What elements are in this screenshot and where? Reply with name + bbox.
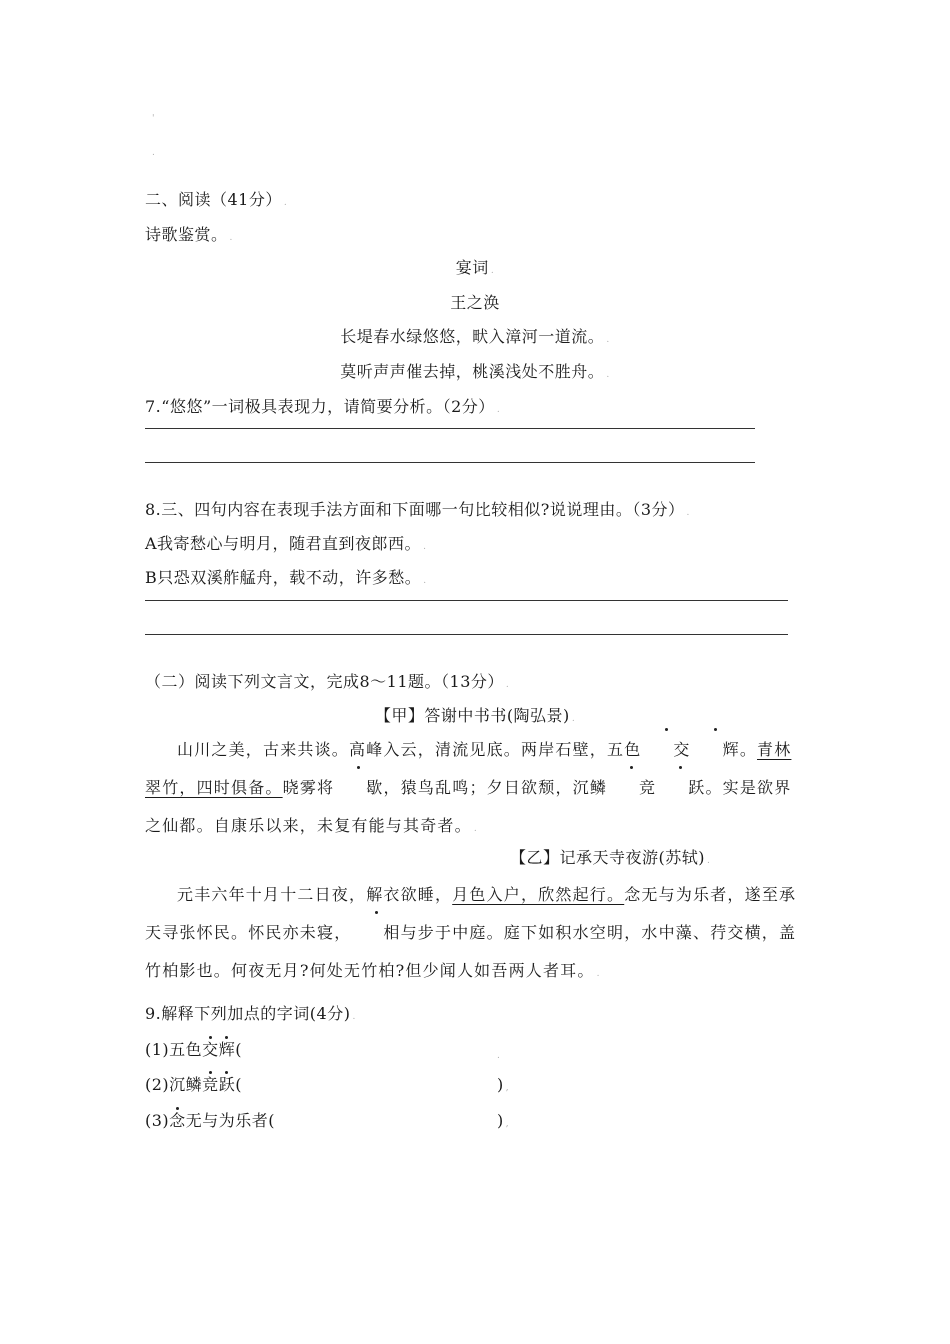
underlined-text: 青林翠竹，四时	[145, 740, 792, 797]
dotted-char: 竞	[607, 769, 656, 807]
blank-marker[interactable]: .	[497, 1051, 501, 1061]
stray-mark: .	[152, 148, 156, 158]
question-7: 7.“悠悠”一词极具表现力，请简要分析。（2分） .	[145, 397, 501, 416]
dotted-char: 相	[351, 914, 400, 952]
passage-jia-title: 【甲】答谢中书书(陶弘景) .	[374, 706, 576, 725]
answer-line[interactable]	[145, 462, 755, 463]
passage-yi-title: 【乙】记承天寺夜游(苏轼) .	[510, 848, 711, 867]
poem-title: 宴词 .	[455, 258, 495, 277]
stray-mark: '	[152, 114, 155, 124]
dotted-char: 交	[202, 1040, 219, 1059]
dotted-char: 交	[641, 731, 690, 769]
q9-item-2: (2)沉鳞竞跃(	[145, 1075, 242, 1094]
closing-paren: ) ,	[497, 1111, 510, 1130]
question-9: 9.解释下列加点的字词(4分) .	[145, 1004, 356, 1023]
part2-heading: （二）阅读下列文言文，完成8～11题。（13分） .	[145, 672, 510, 691]
question-8: 8.三、四句内容在表现手法方面和下面哪一句比较相似?说说理由。（3分） .	[145, 500, 690, 519]
option-a: A我寄愁心与明月，随君直到夜郎西。 .	[145, 534, 427, 553]
dotted-char: 跃	[218, 1075, 236, 1094]
poem-line: 莫听声声催去掉，桃溪浅处不胜舟。 .	[340, 362, 610, 381]
passage-yi: 元丰六年十月十二日夜，解衣欲睡，月色入户，欣然起行。念无与为乐者，遂至承天寻张怀民。怀民亦未寝， 相与步于中庭。庭下如积水空明，水中藻、荇交横，盖竹柏影也。何夜无月?何处无竹柏?但少闻人如吾两人者耳。 .	[145, 885, 797, 980]
answer-line[interactable]	[145, 634, 788, 635]
dotted-char: 辉	[218, 1040, 236, 1059]
poem-author: 王之涣	[450, 293, 500, 312]
poem-line: 长堤春水绿悠悠，畎入漳河一道流。 .	[340, 327, 610, 346]
underlined-text: 月色入户，欣然起行。	[452, 885, 625, 904]
dotted-char: 竞	[202, 1075, 219, 1094]
underlined-text: 俱备。	[231, 778, 283, 797]
closing-paren: ) ,	[497, 1075, 510, 1094]
dotted-char: 辉	[691, 731, 740, 769]
dotted-char: 念	[169, 1111, 186, 1130]
q9-item-1: (1)五色交辉(	[145, 1040, 242, 1059]
dotted-char: 歇	[334, 769, 383, 807]
answer-line[interactable]	[145, 428, 755, 429]
q9-item-3: (3)念无与为乐者(	[145, 1111, 275, 1130]
option-b: B只恐双溪舴艋舟，载不动，许多愁。 .	[145, 568, 427, 587]
dotted-char: 跃	[656, 769, 705, 807]
answer-line[interactable]	[145, 600, 788, 601]
poem-intro: 诗歌鉴赏。 .	[145, 225, 233, 244]
section-heading: 二、阅读（41分） .	[145, 190, 288, 209]
passage-jia: 山川之美，古来共谈。高峰入云，清流见底。两岸石壁，五色 交 辉。青林翠竹，四时俱备。晓雾将 歇，猿鸟乱鸣；夕日欲颓，沉鳞 竞 跃。实是欲界之仙都。自康乐以来，未复有能与其奇者。 .	[145, 731, 805, 848]
